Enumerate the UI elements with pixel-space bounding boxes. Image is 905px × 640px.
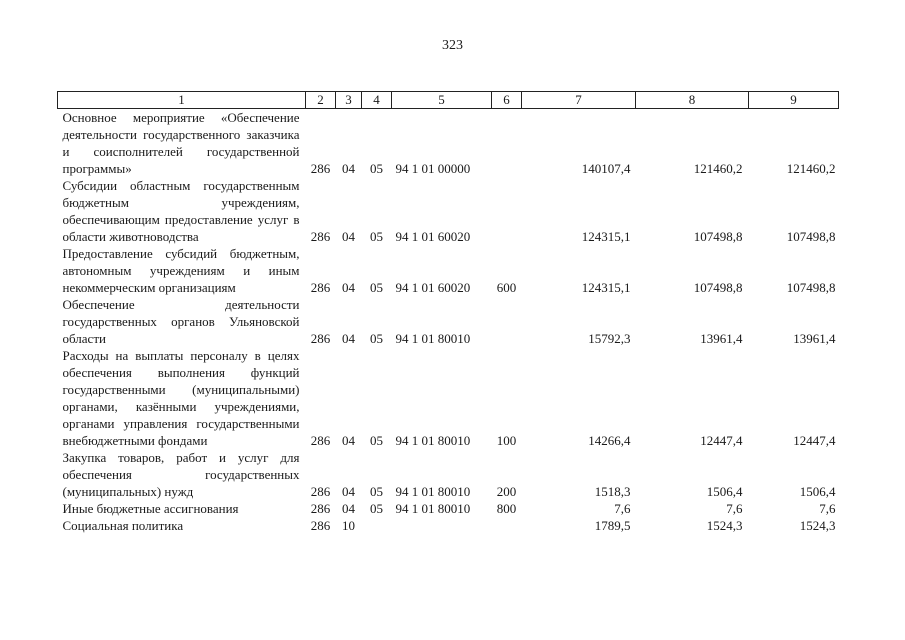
row-amount-2: 1524,3 bbox=[706, 518, 743, 533]
col-header-4: 4 bbox=[362, 92, 392, 109]
header-row bbox=[58, 92, 839, 109]
row-subsection: 05 bbox=[370, 280, 383, 295]
row-subsection: 05 bbox=[370, 484, 383, 499]
row-section: 04 bbox=[342, 484, 355, 499]
row-amount-3: 121460,2 bbox=[786, 161, 836, 176]
table-row bbox=[58, 296, 839, 347]
row-expense-type bbox=[492, 296, 522, 347]
row-target-article: 94 1 01 80010 bbox=[395, 331, 471, 346]
row-ministry-code: 286 bbox=[310, 518, 331, 533]
row-expense-type bbox=[492, 517, 522, 534]
row-amount-1: 1518,3 bbox=[594, 484, 631, 499]
row-ministry-code: 286 bbox=[310, 501, 331, 516]
row-amount-2: 7,6 bbox=[726, 501, 743, 516]
row-amount-3: 7,6 bbox=[819, 501, 836, 516]
table-row bbox=[58, 347, 839, 449]
row-target-article: 94 1 01 00000 bbox=[395, 161, 471, 176]
row-target-article: 94 1 01 80010 bbox=[395, 484, 471, 499]
col-header-9: 9 bbox=[749, 92, 839, 109]
row-name: Расходы на выплаты персоналу в целях обеспечения выполнения функций государственными (муниципальными) органами, казёнными учреждениями, органами управления государственными внебюджетными фондами bbox=[62, 348, 300, 448]
table-row bbox=[58, 245, 839, 296]
row-subsection: 05 bbox=[370, 161, 383, 176]
row-amount-1: 140107,4 bbox=[581, 161, 631, 176]
col-header-5: 5 bbox=[392, 92, 492, 109]
col-header-8: 8 bbox=[636, 92, 749, 109]
col-header-2: 2 bbox=[306, 92, 336, 109]
row-subsection bbox=[362, 517, 392, 534]
col-header-7: 7 bbox=[522, 92, 636, 109]
table-row bbox=[58, 177, 839, 245]
row-amount-2: 107498,8 bbox=[693, 280, 743, 295]
row-ministry-code: 286 bbox=[310, 331, 331, 346]
row-target-article bbox=[392, 517, 492, 534]
row-amount-3: 13961,4 bbox=[793, 331, 836, 346]
table-row bbox=[58, 517, 839, 534]
row-expense-type bbox=[492, 109, 522, 178]
row-amount-1: 7,6 bbox=[614, 501, 631, 516]
row-section: 04 bbox=[342, 331, 355, 346]
row-expense-type: 100 bbox=[496, 433, 517, 448]
row-section: 04 bbox=[342, 280, 355, 295]
row-amount-1: 1789,5 bbox=[594, 518, 631, 533]
row-section: 04 bbox=[342, 501, 355, 516]
row-amount-1: 124315,1 bbox=[581, 229, 631, 244]
row-ministry-code: 286 bbox=[310, 161, 331, 176]
row-ministry-code: 286 bbox=[310, 229, 331, 244]
row-expense-type: 600 bbox=[496, 280, 517, 295]
row-ministry-code: 286 bbox=[310, 280, 331, 295]
col-header-6: 6 bbox=[492, 92, 522, 109]
row-amount-3: 107498,8 bbox=[786, 280, 836, 295]
row-amount-2: 1506,4 bbox=[706, 484, 743, 499]
page-number: 323 bbox=[442, 38, 463, 53]
table-row bbox=[58, 500, 839, 517]
row-amount-3: 12447,4 bbox=[793, 433, 836, 448]
row-section: 04 bbox=[342, 229, 355, 244]
row-amount-3: 107498,8 bbox=[786, 229, 836, 244]
row-amount-1: 124315,1 bbox=[581, 280, 631, 295]
row-name: Закупка товаров, работ и услуг для обеспечения государственных (муниципальных) нужд bbox=[62, 450, 300, 499]
row-expense-type: 800 bbox=[496, 501, 517, 516]
row-name: Обеспечение деятельности государственных органов Ульяновской области bbox=[62, 297, 300, 346]
row-section: 10 bbox=[342, 518, 355, 533]
row-subsection: 05 bbox=[370, 331, 383, 346]
row-name: Основное мероприятие «Обеспечение деятельности государственного заказчика и соисполнителей государственной программы» bbox=[62, 110, 300, 176]
row-subsection: 05 bbox=[370, 433, 383, 448]
table-row bbox=[58, 109, 839, 178]
row-section: 04 bbox=[342, 433, 355, 448]
row-name: Предоставление субсидий бюджетным, автономным учреждениям и иным некоммерческим организациям bbox=[62, 246, 300, 295]
table-row bbox=[58, 449, 839, 500]
row-name: Субсидии областным государственным бюджетным учреждениям, обеспечивающим предоставление услуг в области животноводства bbox=[62, 178, 300, 244]
row-subsection: 05 bbox=[370, 229, 383, 244]
col-header-3: 3 bbox=[336, 92, 362, 109]
row-amount-2: 12447,4 bbox=[700, 433, 743, 448]
row-section: 04 bbox=[342, 161, 355, 176]
row-name: Социальная политика bbox=[62, 518, 184, 533]
row-ministry-code: 286 bbox=[310, 484, 331, 499]
row-expense-type: 200 bbox=[496, 484, 517, 499]
row-target-article: 94 1 01 80010 bbox=[395, 501, 471, 516]
row-target-article: 94 1 01 60020 bbox=[395, 229, 471, 244]
row-target-article: 94 1 01 60020 bbox=[395, 280, 471, 295]
row-ministry-code: 286 bbox=[310, 433, 331, 448]
row-target-article: 94 1 01 80010 bbox=[395, 433, 471, 448]
row-amount-1: 15792,3 bbox=[588, 331, 631, 346]
budget-table bbox=[57, 91, 839, 534]
row-amount-3: 1506,4 bbox=[799, 484, 836, 499]
row-amount-1: 14266,4 bbox=[588, 433, 631, 448]
col-header-1: 1 bbox=[58, 92, 306, 109]
row-name: Иные бюджетные ассигнования bbox=[62, 501, 239, 516]
row-expense-type bbox=[492, 177, 522, 245]
row-amount-2: 13961,4 bbox=[700, 331, 743, 346]
row-amount-2: 107498,8 bbox=[693, 229, 743, 244]
row-subsection: 05 bbox=[370, 501, 383, 516]
row-amount-3: 1524,3 bbox=[799, 518, 836, 533]
row-amount-2: 121460,2 bbox=[693, 161, 743, 176]
